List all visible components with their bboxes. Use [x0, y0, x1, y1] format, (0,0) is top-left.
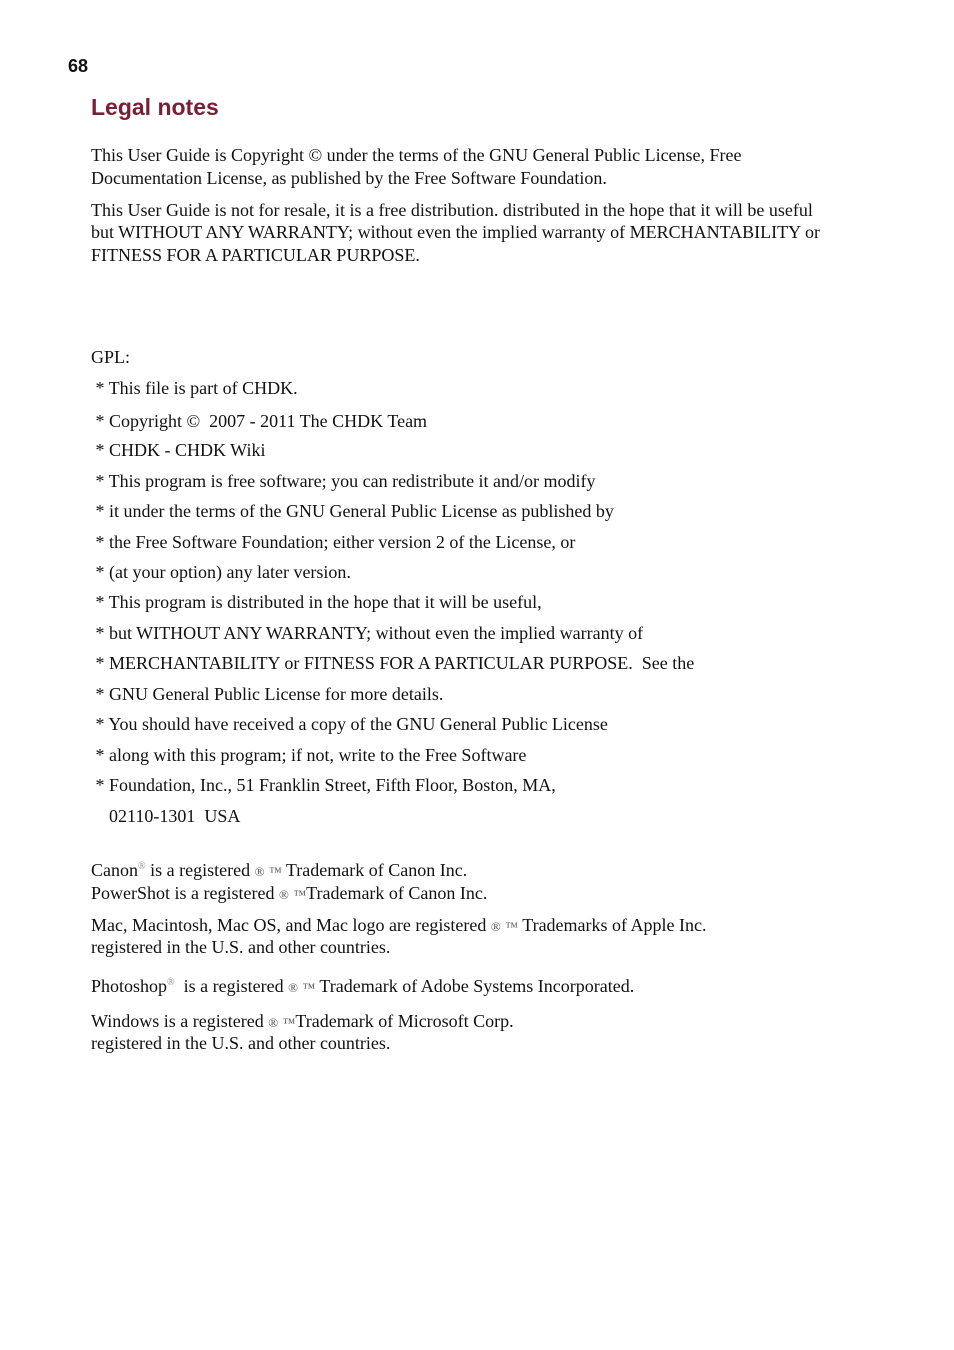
gpl-line: * it under the terms of the GNU General Public License as published by — [91, 501, 614, 521]
registered-mark-icon: ® — [167, 977, 175, 988]
gpl-line: * Foundation, Inc., 51 Franklin Street, Fifth Floor, Boston, MA, — [91, 775, 556, 795]
trademark-mark-icon: ™ — [293, 887, 307, 902]
gpl-line: * This file is part of CHDK. — [91, 378, 298, 398]
gpl-line: * This program is free software; you can redistribute it and/or modify — [91, 471, 596, 491]
trademark-text: Mac, Macintosh, Mac OS, and Mac logo are registered — [91, 915, 491, 935]
registered-mark-icon: ® — [490, 919, 501, 934]
trademark-text: Trademark of Adobe Systems Incorporated. — [315, 976, 635, 996]
brand-canon: Canon — [91, 860, 138, 880]
trademark-mark-icon: ™ — [505, 919, 519, 934]
trademark-text: Trademark of Canon Inc. — [281, 860, 468, 880]
gpl-line: * Copyright © 2007 - 2011 The CHDK Team — [91, 411, 428, 431]
trademark-mark-icon: ™ — [268, 864, 282, 879]
gpl-line: * GNU General Public License for more details. — [91, 684, 444, 704]
registered-mark-icon: ® — [254, 864, 265, 879]
trademark-canon — [91, 859, 467, 883]
gpl-line: * but WITHOUT ANY WARRANTY; without even the implied warranty of — [91, 623, 644, 643]
trademark-text: is a registered — [145, 860, 255, 880]
trademark-text: PowerShot is a registered — [91, 883, 279, 903]
trademark-mark-icon: ™ — [282, 1015, 296, 1030]
trademark-apple-region: registered in the U.S. and other countries. — [91, 937, 391, 957]
registered-mark-icon: ® — [138, 861, 146, 872]
trademark-windows-region: registered in the U.S. and other countries. — [91, 1033, 391, 1053]
intro-paragraph-1-line-1: This User Guide is Copyright © under the terms of the GNU General Public License, Free — [91, 145, 742, 165]
gpl-heading: GPL: — [91, 347, 131, 367]
trademark-text: Trademark of Canon Inc. — [306, 883, 488, 903]
trademark-windows — [91, 1010, 514, 1034]
trademark-powershot — [91, 882, 487, 906]
trademark-photoshop — [91, 975, 634, 999]
gpl-line: * (at your option) any later version. — [91, 562, 351, 582]
gpl-line: * You should have received a copy of the GNU General Public License — [91, 714, 608, 734]
trademark-text: is a registered — [174, 976, 289, 996]
gpl-line: * This program is distributed in the hope that it will be useful, — [91, 592, 542, 612]
trademark-text: Trademarks of Apple Inc. — [518, 915, 707, 935]
intro-paragraph-2-line-2: but WITHOUT ANY WARRANTY; without even the implied warranty of MERCHANTABILITY or — [91, 222, 820, 242]
registered-mark-icon: ® — [268, 1015, 279, 1030]
gpl-line: * along with this program; if not, write to the Free Software — [91, 745, 527, 765]
gpl-line: * MERCHANTABILITY or FITNESS FOR A PARTICULAR PURPOSE. See the — [91, 653, 695, 673]
gpl-line: * CHDK - CHDK Wiki — [91, 440, 266, 460]
gpl-line: 02110-1301 USA — [91, 806, 241, 826]
gpl-line: * the Free Software Foundation; either version 2 of the License, or — [91, 532, 576, 552]
page-title: Legal notes — [91, 94, 219, 120]
registered-mark-icon: ® — [278, 887, 289, 902]
trademark-text: Trademark of Microsoft Corp. — [295, 1011, 514, 1031]
intro-paragraph-2-line-3: FITNESS FOR A PARTICULAR PURPOSE. — [91, 245, 420, 265]
trademark-apple — [91, 914, 707, 938]
trademark-text: Windows is a registered — [91, 1011, 269, 1031]
intro-paragraph-1-line-2: Documentation License, as published by the Free Software Foundation. — [91, 168, 607, 188]
trademark-mark-icon: ™ — [302, 980, 316, 995]
brand-photoshop: Photoshop — [91, 976, 168, 996]
registered-mark-icon: ® — [288, 980, 298, 995]
intro-paragraph-2-line-1: This User Guide is not for resale, it is a free distribution. distributed in the hope that it will be useful — [91, 200, 813, 220]
page-number: 68 — [68, 56, 89, 76]
